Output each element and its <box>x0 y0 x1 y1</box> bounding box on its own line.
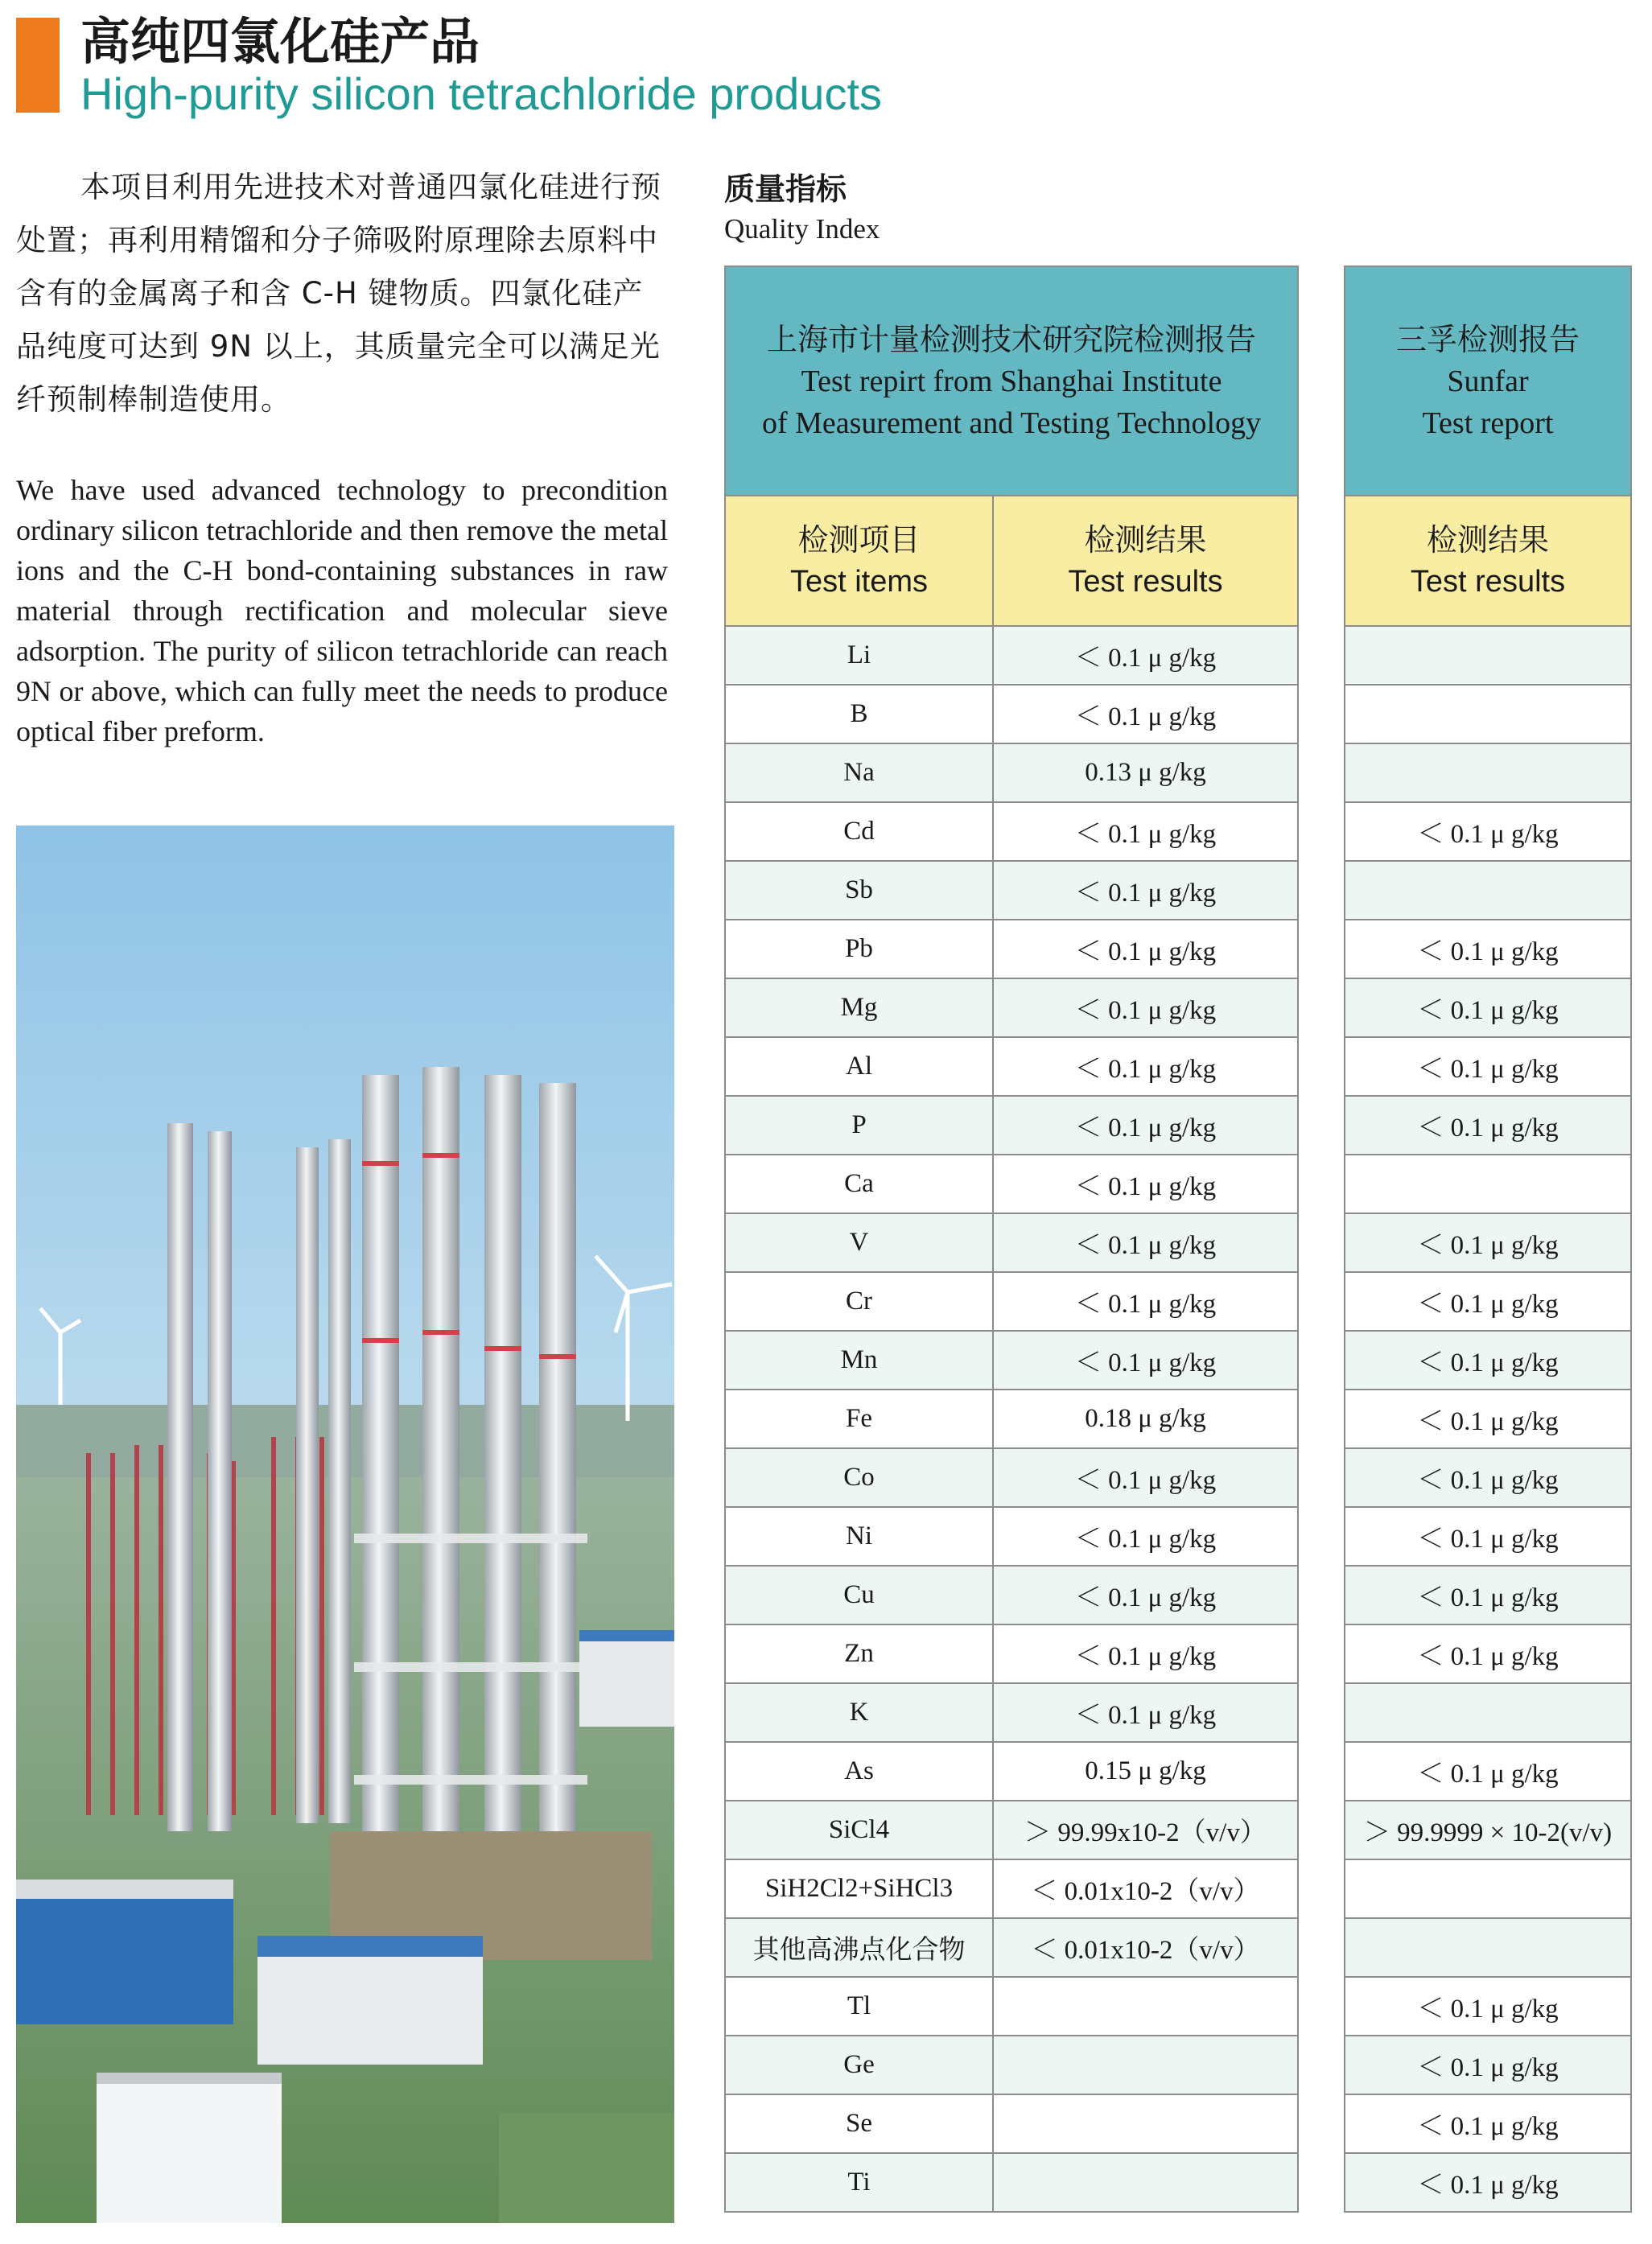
table-row <box>1345 2036 1631 2094</box>
test-result-cell: ＜ 0.1 μ g/kg <box>993 1331 1298 1390</box>
sunfar-result-cell: ＜ 0.1 μ g/kg <box>1345 2094 1631 2153</box>
sunfar-result-cell: ＜ 0.1 μ g/kg <box>1345 1624 1631 1683</box>
sunfar-result-cell: ＞ 99.9999 × 10-2(v/v) <box>1345 1801 1631 1859</box>
test-item-cell: Cd <box>725 802 993 861</box>
test-results-column-header <box>993 496 1298 626</box>
test-item-cell: Pb <box>725 920 993 978</box>
test-item-cell: Fe <box>725 1390 993 1448</box>
sunfar-result-cell <box>1345 1155 1631 1213</box>
table-row <box>1345 1683 1631 1742</box>
test-result-cell: ＜ 0.01x10-2（v/v） <box>993 1918 1298 1977</box>
table-row <box>725 1859 1298 1918</box>
test-result-cell: ＜ 0.1 μ g/kg <box>993 1448 1298 1507</box>
sunfar-report-table <box>1344 266 1632 2213</box>
title-accent-bar <box>16 18 60 113</box>
table-row <box>725 1801 1298 1859</box>
test-items-header-en: Test items <box>789 565 929 599</box>
sunfar-result-cell <box>1345 1683 1631 1742</box>
sunfar-result-cell: ＜ 0.1 μ g/kg <box>1345 920 1631 978</box>
test-result-cell <box>993 2094 1298 2153</box>
test-result-cell: ＞ 99.99x10-2（v/v） <box>993 1801 1298 1859</box>
test-item-cell: Mg <box>725 978 993 1037</box>
table-row <box>725 1331 1298 1390</box>
table-row <box>1345 1566 1631 1624</box>
table-row <box>1345 2153 1631 2212</box>
table-row <box>725 626 1298 685</box>
table-row <box>1345 1331 1631 1390</box>
sunfar-result-cell: ＜ 0.1 μ g/kg <box>1345 2153 1631 2212</box>
test-item-cell: 其他高沸点化合物 <box>725 1918 993 1977</box>
test-item-cell: K <box>725 1683 993 1742</box>
table-row <box>1345 1096 1631 1155</box>
table-row <box>1345 1390 1631 1448</box>
table-row <box>1345 1859 1631 1918</box>
test-item-cell: SiH2Cl2+SiHCl3 <box>725 1859 993 1918</box>
table-row <box>725 1977 1298 2036</box>
test-result-cell: ＜ 0.1 μ g/kg <box>993 626 1298 685</box>
sunfar-report-header-en-line1: Sunfar <box>1447 364 1529 398</box>
test-item-cell: Co <box>725 1448 993 1507</box>
table-row <box>725 685 1298 743</box>
test-item-cell: SiCl4 <box>725 1801 993 1859</box>
test-result-cell: ＜ 0.1 μ g/kg <box>993 1155 1298 1213</box>
test-item-cell: V <box>725 1213 993 1272</box>
table-row <box>725 1566 1298 1624</box>
test-item-cell: Se <box>725 2094 993 2153</box>
test-item-cell: Sb <box>725 861 993 920</box>
table-row <box>725 1683 1298 1742</box>
test-results-header-en: Test results <box>1068 565 1223 599</box>
table-row <box>1345 1624 1631 1683</box>
table-row <box>725 1742 1298 1801</box>
table-row <box>1345 1742 1631 1801</box>
sunfar-result-cell: ＜ 0.1 μ g/kg <box>1345 1507 1631 1566</box>
shanghai-report-header-en-line1: Test repirt from Shanghai Institute <box>801 364 1222 398</box>
sunfar-report-header <box>1345 266 1631 496</box>
sunfar-result-cell: ＜ 0.1 μ g/kg <box>1345 1566 1631 1624</box>
table-row <box>1345 1272 1631 1331</box>
sunfar-result-cell <box>1345 743 1631 802</box>
test-result-cell: ＜ 0.1 μ g/kg <box>993 1507 1298 1566</box>
sunfar-result-cell: ＜ 0.1 μ g/kg <box>1345 802 1631 861</box>
shanghai-report-header-en-line2: of Measurement and Testing Technology <box>761 406 1262 440</box>
table-row <box>725 1096 1298 1155</box>
sunfar-result-cell <box>1345 1859 1631 1918</box>
page-title-cn: 高纯四氯化硅产品 <box>80 12 480 71</box>
test-result-cell: ＜ 0.1 μ g/kg <box>993 861 1298 920</box>
plant-photo <box>16 826 674 2223</box>
intro-text-cn: 本项目利用先进技术对普通四氯化硅进行预处置；再利用精馏和分子筛吸附原理除去原料中含有的金属离子和含 C-H 键物质。四氯化硅产品纯度可达到 9N 以上，其质量完全可以满足光纤预制棒制造使用。 <box>16 170 661 417</box>
test-result-cell: ＜ 0.1 μ g/kg <box>993 1272 1298 1331</box>
test-item-cell: Ti <box>725 2153 993 2212</box>
table-row <box>725 920 1298 978</box>
test-result-cell <box>993 2036 1298 2094</box>
table-row <box>1345 1507 1631 1566</box>
table-row <box>725 2153 1298 2212</box>
test-results-header-cn: 检测结果 <box>1084 522 1207 558</box>
table-row <box>725 1272 1298 1331</box>
table-row <box>1345 1037 1631 1096</box>
table-row <box>1345 1977 1631 2036</box>
table-row <box>1345 685 1631 743</box>
sunfar-result-cell: ＜ 0.1 μ g/kg <box>1345 1448 1631 1507</box>
test-result-cell: ＜ 0.1 μ g/kg <box>993 1624 1298 1683</box>
test-items-column-header <box>725 496 993 626</box>
sunfar-result-cell: ＜ 0.1 μ g/kg <box>1345 1096 1631 1155</box>
table-row <box>725 1507 1298 1566</box>
test-result-cell <box>993 2153 1298 2212</box>
shanghai-report-header-cn: 上海市计量检测技术研究院检测报告 <box>767 321 1257 357</box>
test-item-cell: Tl <box>725 1977 993 2036</box>
intro-text-en: We have used advanced technology to precondition ordinary silicon tetrachloride and then remove the metal ions and the C-H bond-containing substances in raw material through rectification and molecular sieve adsorption. The purity of silicon tetrachloride can reach 9N or above, which can fully meet the needs to produce optical fiber preform. <box>16 474 668 747</box>
quality-index-title-cn: 质量指标 <box>724 171 847 207</box>
table-row <box>725 743 1298 802</box>
sunfar-result-cell: ＜ 0.1 μ g/kg <box>1345 1331 1631 1390</box>
table-row <box>725 1390 1298 1448</box>
table-row <box>725 1155 1298 1213</box>
sunfar-result-cell: ＜ 0.1 μ g/kg <box>1345 1742 1631 1801</box>
sunfar-results-column-header <box>1345 496 1631 626</box>
test-result-cell: ＜ 0.1 μ g/kg <box>993 685 1298 743</box>
sunfar-result-cell <box>1345 685 1631 743</box>
sunfar-result-cell: ＜ 0.1 μ g/kg <box>1345 2036 1631 2094</box>
quality-index-title-en: Quality Index <box>724 213 880 245</box>
sunfar-result-cell <box>1345 1918 1631 1977</box>
table-row <box>1345 1918 1631 1977</box>
test-item-cell: Zn <box>725 1624 993 1683</box>
table-row <box>725 1918 1298 1977</box>
test-item-cell: Al <box>725 1037 993 1096</box>
test-result-cell: 0.15 μ g/kg <box>993 1742 1298 1801</box>
table-row <box>725 978 1298 1037</box>
sunfar-result-cell: ＜ 0.1 μ g/kg <box>1345 1213 1631 1272</box>
test-result-cell: ＜ 0.1 μ g/kg <box>993 1213 1298 1272</box>
test-result-cell: ＜ 0.1 μ g/kg <box>993 1096 1298 1155</box>
sunfar-result-cell: ＜ 0.1 μ g/kg <box>1345 978 1631 1037</box>
test-item-cell: Ge <box>725 2036 993 2094</box>
table-row <box>725 2036 1298 2094</box>
test-result-cell: 0.13 μ g/kg <box>993 743 1298 802</box>
table-row <box>1345 861 1631 920</box>
sunfar-result-cell: ＜ 0.1 μ g/kg <box>1345 1390 1631 1448</box>
test-item-cell: Li <box>725 626 993 685</box>
table-row <box>725 1624 1298 1683</box>
sunfar-results-header-en: Test results <box>1410 565 1566 599</box>
table-row <box>725 861 1298 920</box>
test-item-cell: Ca <box>725 1155 993 1213</box>
test-item-cell: Cu <box>725 1566 993 1624</box>
sunfar-result-cell: ＜ 0.1 μ g/kg <box>1345 1977 1631 2036</box>
sunfar-result-cell: ＜ 0.1 μ g/kg <box>1345 1272 1631 1331</box>
sunfar-result-cell: ＜ 0.1 μ g/kg <box>1345 1037 1631 1096</box>
test-item-cell: P <box>725 1096 993 1155</box>
table-row <box>725 1448 1298 1507</box>
table-row <box>1345 1448 1631 1507</box>
test-item-cell: As <box>725 1742 993 1801</box>
test-item-cell: Mn <box>725 1331 993 1390</box>
table-row <box>1345 626 1631 685</box>
shanghai-report-table <box>724 266 1299 2213</box>
test-result-cell: ＜ 0.01x10-2（v/v） <box>993 1859 1298 1918</box>
table-row <box>1345 978 1631 1037</box>
table-row <box>725 2094 1298 2153</box>
page-title-en: High-purity silicon tetrachloride products <box>80 68 882 119</box>
sunfar-result-cell <box>1345 861 1631 920</box>
table-row <box>1345 1213 1631 1272</box>
test-item-cell: Cr <box>725 1272 993 1331</box>
shanghai-report-header <box>725 266 1298 496</box>
table-row <box>725 1037 1298 1096</box>
table-row <box>1345 743 1631 802</box>
table-row <box>1345 1155 1631 1213</box>
test-result-cell <box>993 1977 1298 2036</box>
test-result-cell: ＜ 0.1 μ g/kg <box>993 1037 1298 1096</box>
table-row <box>1345 920 1631 978</box>
test-result-cell: ＜ 0.1 μ g/kg <box>993 1683 1298 1742</box>
test-result-cell: ＜ 0.1 μ g/kg <box>993 920 1298 978</box>
test-item-cell: B <box>725 685 993 743</box>
test-item-cell: Na <box>725 743 993 802</box>
test-result-cell: ＜ 0.1 μ g/kg <box>993 1566 1298 1624</box>
table-row <box>1345 2094 1631 2153</box>
test-result-cell: 0.18 μ g/kg <box>993 1390 1298 1448</box>
sunfar-result-cell <box>1345 626 1631 685</box>
test-result-cell: ＜ 0.1 μ g/kg <box>993 802 1298 861</box>
table-row <box>725 1213 1298 1272</box>
sunfar-report-header-en-line2: Test report <box>1422 406 1554 440</box>
test-item-cell: Ni <box>725 1507 993 1566</box>
table-row <box>1345 802 1631 861</box>
test-result-cell: ＜ 0.1 μ g/kg <box>993 978 1298 1037</box>
test-items-header-cn: 检测项目 <box>797 522 921 558</box>
sunfar-results-header-cn: 检测结果 <box>1426 522 1549 558</box>
table-row <box>1345 1801 1631 1859</box>
table-row <box>725 802 1298 861</box>
sunfar-report-header-cn: 三孚检测报告 <box>1395 321 1580 357</box>
